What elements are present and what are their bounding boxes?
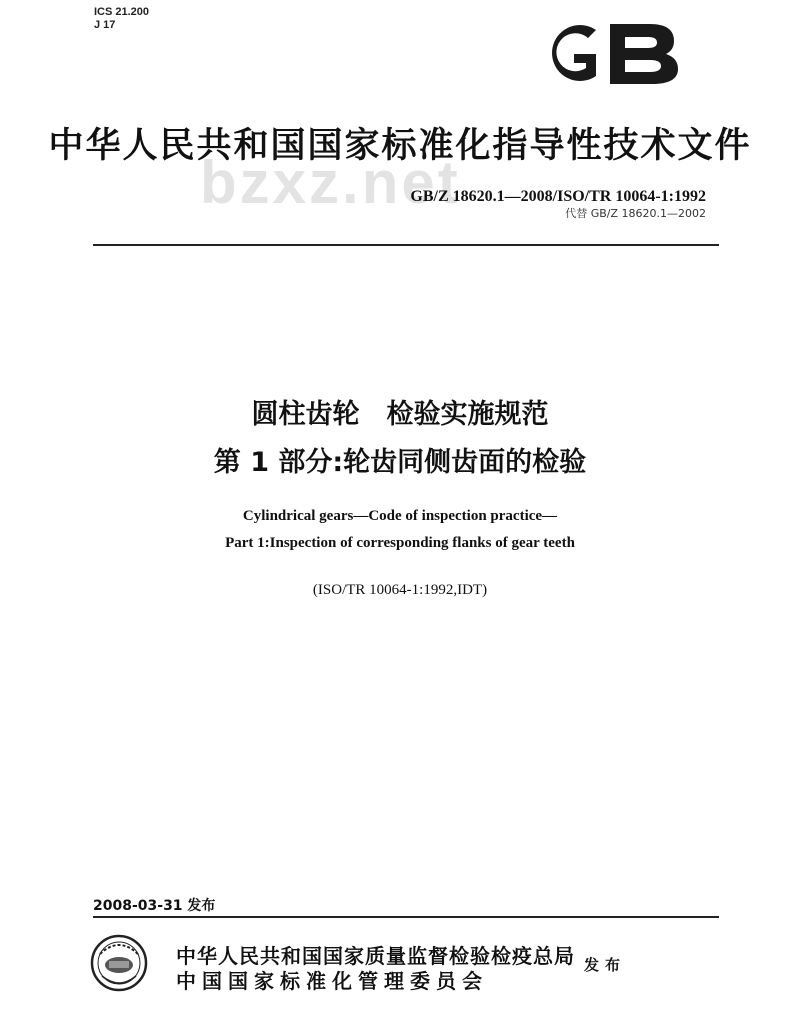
ics-code: ICS 21.200	[94, 6, 150, 18]
footer-divider	[93, 916, 719, 918]
title-english-line1: Cylindrical gears—Code of inspection practice—	[242, 508, 558, 524]
issue-date: 2008-03-31 发布	[93, 898, 216, 914]
document-type-title: 中华人民共和国国家标准化指导性技术文件	[48, 126, 752, 166]
issuer-line2: 中国国家标准化管理委员会	[176, 969, 488, 993]
ccs-code: J 17	[94, 19, 116, 31]
adoption-note: (ISO/TR 10064-1:1992,IDT)	[312, 582, 488, 598]
standard-number: GB/Z 18620.1—2008/ISO/TR 10064-1:1992	[410, 188, 706, 205]
header-divider	[93, 244, 719, 246]
seal-icon	[90, 934, 148, 992]
gb-logo	[528, 16, 683, 90]
watermark: bzxz.net	[200, 149, 461, 216]
issuer-line1: 中华人民共和国国家质量监督检验检疫总局	[176, 944, 575, 968]
replaces-note: 代替 GB/Z 18620.1—2002	[565, 207, 706, 220]
title-chinese-line1: 圆柱齿轮 检验实施规范	[251, 399, 549, 430]
classification-codes	[94, 6, 149, 32]
issued-label: 发布	[584, 956, 627, 974]
title-chinese-line2: 第 1 部分:轮齿同侧齿面的检验	[213, 447, 587, 478]
title-english-line2: Part 1:Inspection of corresponding flanks of gear teeth	[225, 535, 575, 551]
